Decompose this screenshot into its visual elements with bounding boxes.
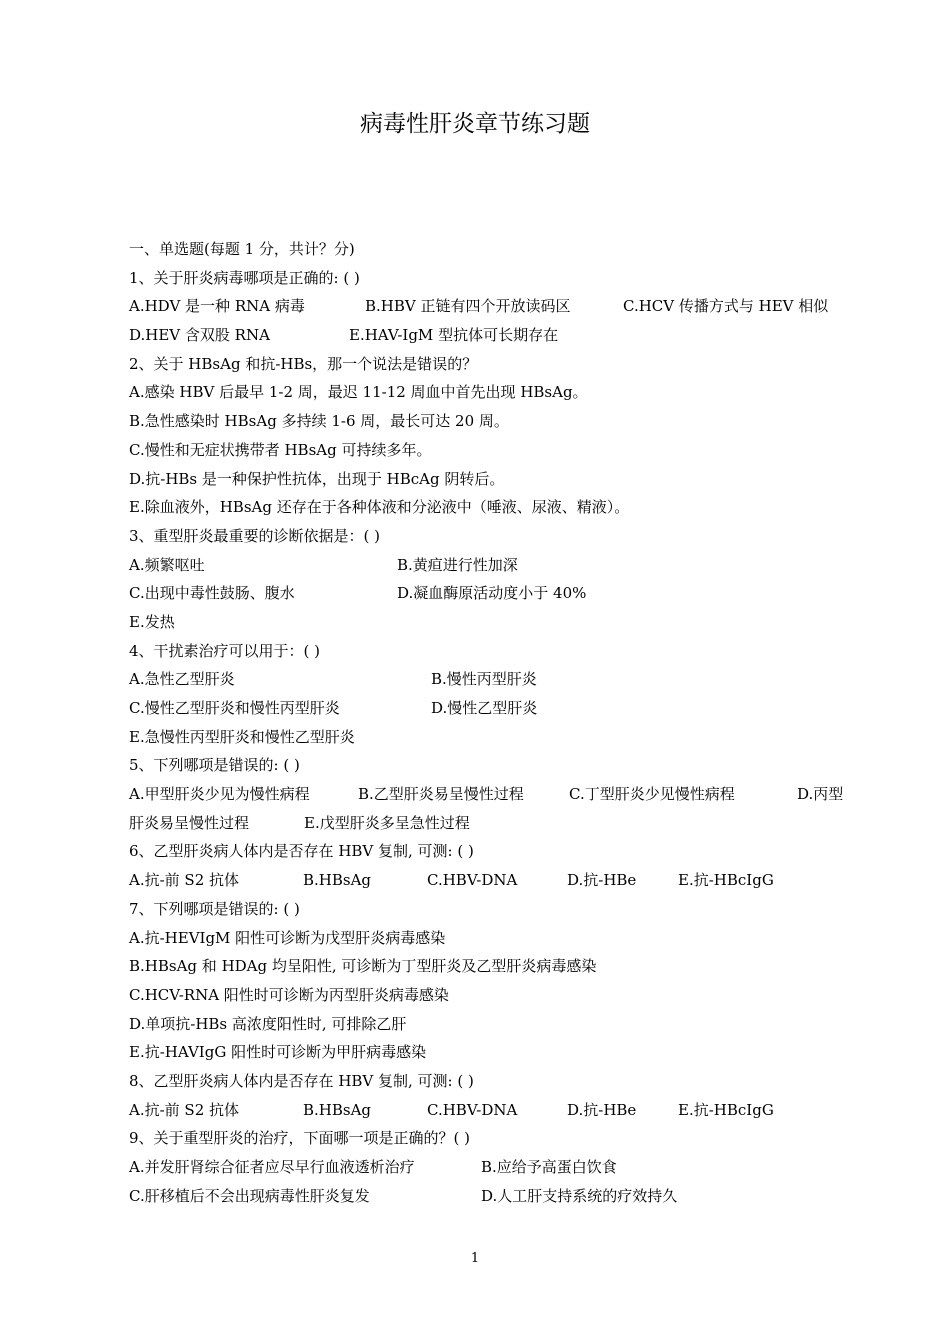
option-text: B.HBsAg 和 HDAg 均呈阳性, 可诊断为丁型肝炎及乙型肝炎病毒感染 xyxy=(129,957,597,976)
option-text: A.频繁呕吐 xyxy=(129,555,205,574)
option-text: E.HAV-IgM 型抗体可长期存在 xyxy=(349,326,559,345)
question-4-stem: 4、干扰素治疗可以用于：( ) xyxy=(129,641,321,660)
question-stem xyxy=(129,895,859,924)
option-text: C.HBV-DNA xyxy=(427,1100,518,1119)
option-line xyxy=(129,465,859,494)
option-text: D.凝血酶原活动度小于 40% xyxy=(397,584,587,603)
question-1-stem: 1、关于肝炎病毒哪项是正确的: ( ) xyxy=(129,268,360,287)
option-line xyxy=(129,1096,859,1125)
option-line xyxy=(129,1038,859,1067)
option-line xyxy=(129,292,859,321)
option-line xyxy=(129,608,859,637)
option-text: C.慢性和无症状携带者 HBsAg 可持续多年。 xyxy=(129,440,432,459)
option-text: D.抗-HBs 是一种保护性抗体，出现于 HBcAg 阴转后。 xyxy=(129,469,505,488)
question-7-stem: 7、下列哪项是错误的: ( ) xyxy=(129,899,300,918)
document-title: 病毒性肝炎章节练习题 xyxy=(360,111,590,137)
option-line xyxy=(129,952,859,981)
option-line xyxy=(129,1153,859,1182)
option-text: B.应给予高蛋白饮食 xyxy=(481,1158,617,1176)
question-8-stem: 8、乙型肝炎病人体内是否存在 HBV 复制, 可测: ( ) xyxy=(129,1071,474,1090)
option-line xyxy=(129,493,859,522)
option-text: C.丁型肝炎少见慢性病程 xyxy=(569,785,735,804)
question-stem xyxy=(129,350,859,379)
page-number: 1 xyxy=(470,1251,480,1266)
option-text: D.慢性乙型肝炎 xyxy=(431,699,538,717)
option-text: B.急性感染时 HBsAg 多持续 1-6 周，最长可达 20 周。 xyxy=(129,412,509,431)
option-line xyxy=(129,1182,859,1211)
option-text: A.急性乙型肝炎 xyxy=(129,670,235,689)
option-text: E.发热 xyxy=(129,612,175,631)
question-9-stem: 9、关于重型肝炎的治疗，下面哪一项是正确的？( ) xyxy=(129,1129,471,1148)
option-text: E.抗-HBcIgG xyxy=(678,1100,774,1119)
option-text: 肝炎易呈慢性过程 xyxy=(129,813,250,832)
section-heading xyxy=(129,235,859,264)
option-text: E.抗-HAVIgG 阳性时可诊断为甲肝病毒感染 xyxy=(129,1043,427,1062)
option-line xyxy=(129,694,859,723)
option-text: C.出现中毒性鼓肠、腹水 xyxy=(129,584,295,603)
option-line xyxy=(129,1010,859,1039)
option-line xyxy=(129,981,859,1010)
option-line xyxy=(129,866,859,895)
question-stem xyxy=(129,837,859,866)
option-text: B.慢性丙型肝炎 xyxy=(431,670,537,689)
question-stem xyxy=(129,1067,859,1096)
option-text: C.慢性乙型肝炎和慢性丙型肝炎 xyxy=(129,699,340,717)
option-text: E.除血液外，HBsAg 还存在于各种体液和分泌液中（唾液、尿液、精液）。 xyxy=(129,498,630,517)
option-line xyxy=(129,809,859,838)
question-stem xyxy=(129,1124,859,1153)
option-line xyxy=(129,665,859,694)
option-line xyxy=(129,321,859,350)
option-line xyxy=(129,407,859,436)
question-2-stem: 2、关于 HBsAg 和抗-HBs，那一个说法是错误的？ xyxy=(129,354,478,373)
option-text: A.HDV 是一种 RNA 病毒 xyxy=(129,297,305,316)
option-text: B.HBsAg xyxy=(303,871,372,890)
question-stem xyxy=(129,264,859,293)
question-6-stem: 6、乙型肝炎病人体内是否存在 HBV 复制, 可测: ( ) xyxy=(129,842,474,861)
question-5-stem: 5、下列哪项是错误的: ( ) xyxy=(129,756,300,775)
option-text: D.抗-HBe xyxy=(567,871,637,890)
option-line xyxy=(129,579,859,608)
option-text: A.抗-HEVIgM 阳性可诊断为戊型肝炎病毒感染 xyxy=(129,928,446,947)
question-3-stem: 3、重型肝炎最重要的诊断依据是：( ) xyxy=(129,526,381,545)
option-text: D.丙型 xyxy=(797,785,844,804)
option-text: A.抗-前 S2 抗体 xyxy=(129,871,240,890)
option-text: E.急慢性丙型肝炎和慢性乙型肝炎 xyxy=(129,727,355,746)
option-text: D.HEV 含双股 RNA xyxy=(129,326,270,345)
option-text: B.HBsAg xyxy=(303,1100,372,1119)
option-text: A.感染 HBV 后最早 1-2 周，最迟 11-12 周血中首先出现 HBsAg。 xyxy=(129,383,588,402)
option-text: B.黄疸进行性加深 xyxy=(397,555,518,574)
option-line xyxy=(129,551,859,580)
question-stem xyxy=(129,637,859,666)
question-body xyxy=(129,235,859,1210)
option-text: E.戊型肝炎多呈急性过程 xyxy=(304,813,470,832)
option-text: C.HBV-DNA xyxy=(427,871,518,890)
option-text: A.甲型肝炎少见为慢性病程 xyxy=(129,785,310,804)
option-line xyxy=(129,780,859,809)
option-text: C.HCV 传播方式与 HEV 相似 xyxy=(623,297,829,316)
option-text: A.抗-前 S2 抗体 xyxy=(129,1100,240,1119)
option-line xyxy=(129,378,859,407)
question-stem xyxy=(129,751,859,780)
option-text: B.乙型肝炎易呈慢性过程 xyxy=(358,785,524,804)
option-text: C.肝移植后不会出现病毒性肝炎复发 xyxy=(129,1186,370,1205)
question-stem xyxy=(129,522,859,551)
section-heading-text: 一、单选题(每题 1 分，共计？分) xyxy=(129,240,355,258)
option-line xyxy=(129,436,859,465)
option-line xyxy=(129,924,859,953)
option-text: A.并发肝肾综合征者应尽早行血液透析治疗 xyxy=(129,1158,415,1176)
option-text: D.人工肝支持系统的疗效持久 xyxy=(481,1186,678,1205)
option-text: E.抗-HBcIgG xyxy=(678,871,774,890)
option-text: B.HBV 正链有四个开放读码区 xyxy=(365,297,571,316)
option-text: D.抗-HBe xyxy=(567,1100,637,1119)
option-text: C.HCV-RNA 阳性时可诊断为丙型肝炎病毒感染 xyxy=(129,985,449,1004)
option-line xyxy=(129,723,859,752)
option-text: D.单项抗-HBs 高浓度阳性时, 可排除乙肝 xyxy=(129,1014,407,1033)
